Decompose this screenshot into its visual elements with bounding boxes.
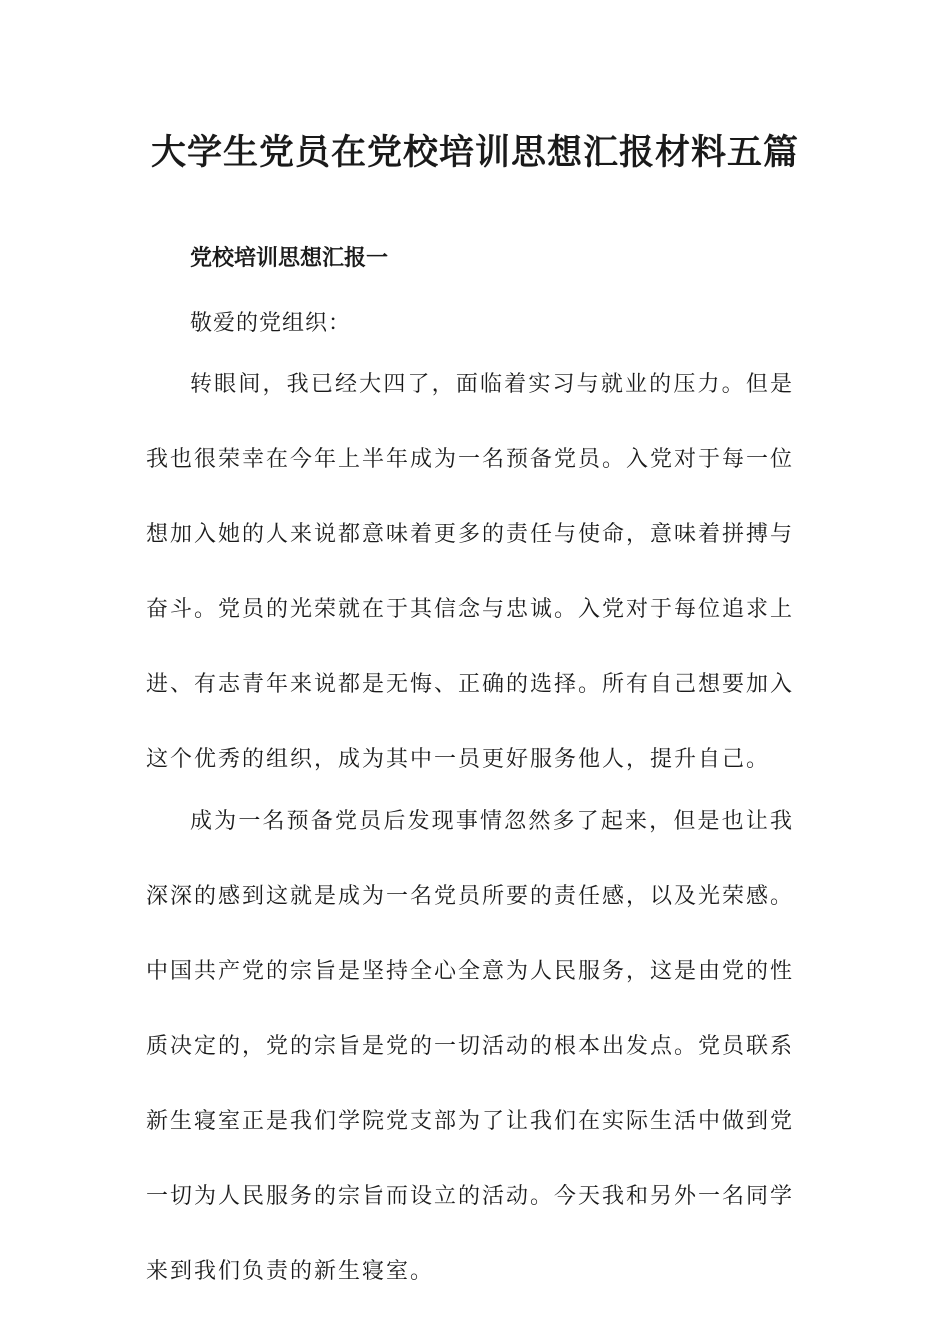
body-paragraph: 转眼间，我已经大四了，面临着实习与就业的压力。但是我也很荣幸在今年上半年成为一名预备党员。入党对于每一位想加入她的人来说都意味着更多的责任与使命，意味着拼搏与奋斗。党员的光荣就在于其信念与忠诚。入党对于每位追求上进、有志青年来说都是无悔、正确的选择。所有自己想要加入这个优秀的组织，成为其中一员更好服务他人，提升自己。	[146, 372, 795, 772]
document-title: 大学生党员在党校培训思想汇报材料五篇	[150, 132, 799, 173]
body-paragraph: 成为一名预备党员后发现事情忽然多了起来，但是也让我深深的感到这就是成为一名党员所要的责任感，以及光荣感。中国共产党的宗旨是坚持全心全意为人民服务，这是由党的性质决定的，党的宗旨是党的一切活动的根本出发点。党员联系新生寝室正是我们学院党支部为了让我们在实际生活中做到党一切为人民服务的宗旨而设立的活动。今天我和另外一名同学来到我们负责的新生寝室。	[146, 809, 795, 1284]
section-heading: 党校培训思想汇报一	[190, 246, 389, 271]
salutation: 敬爱的党组织：	[190, 311, 352, 336]
